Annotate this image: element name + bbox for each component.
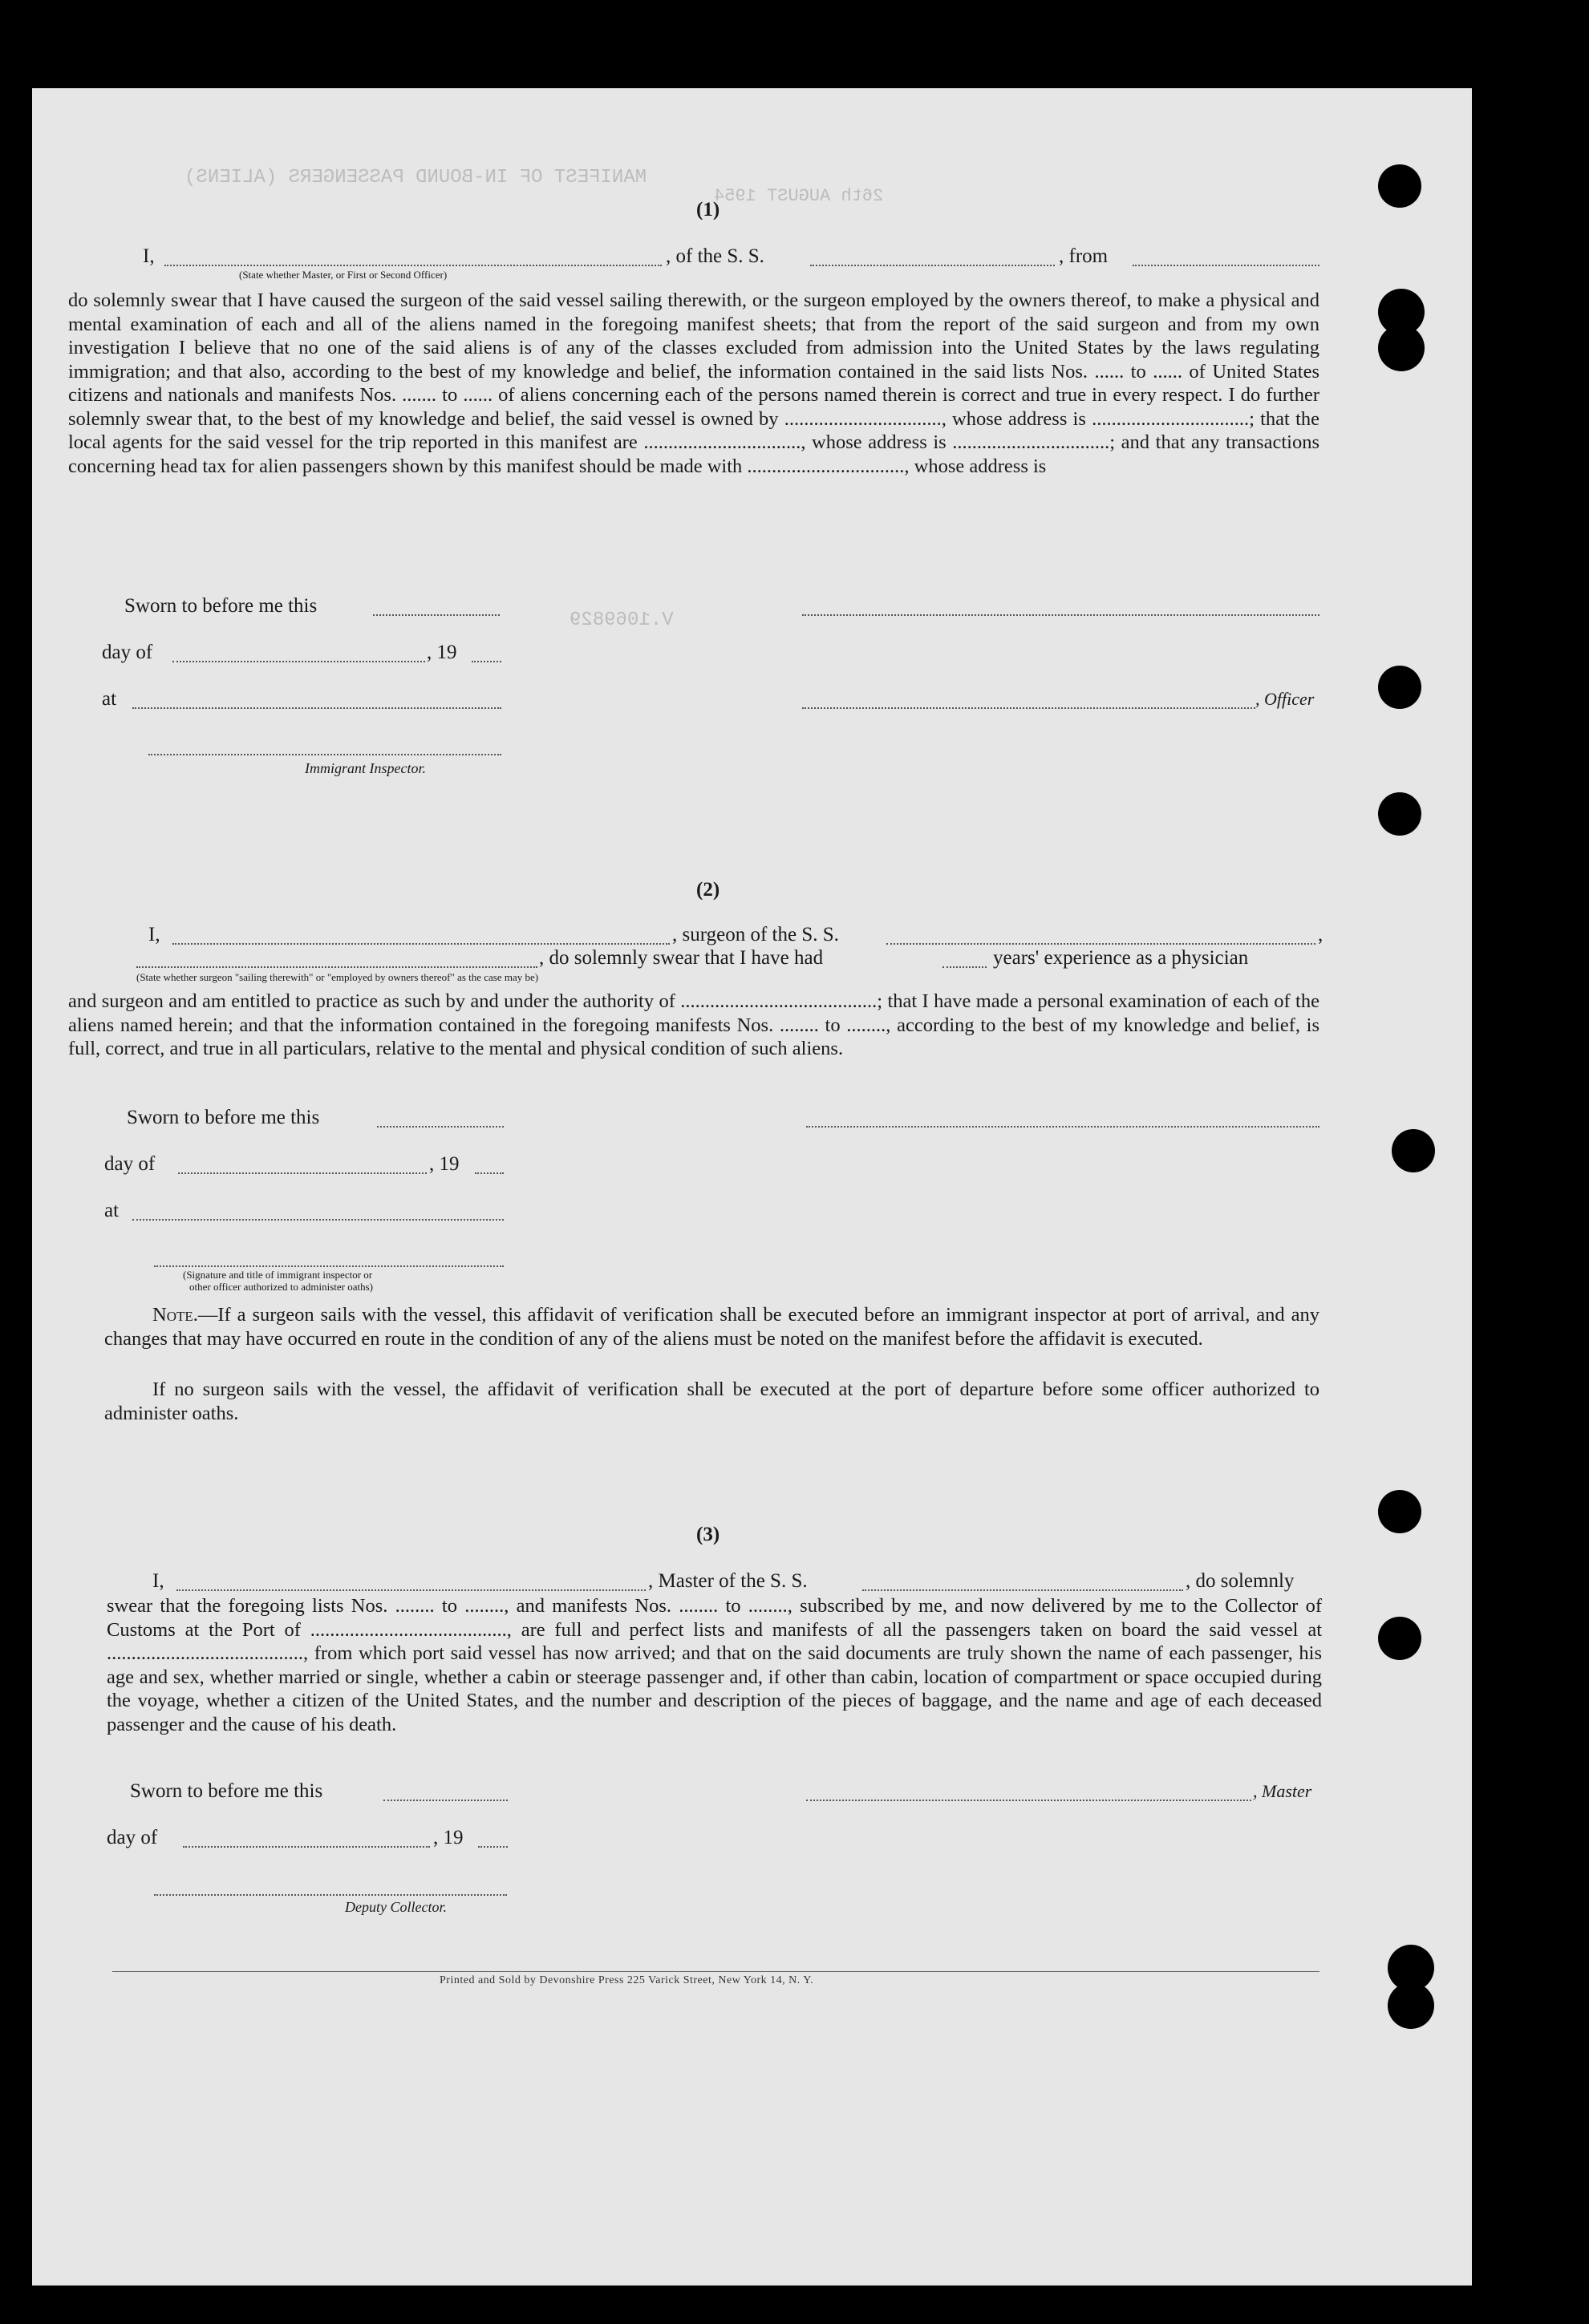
s2-signature-caption-2: other officer authorized to administer oaths) — [189, 1281, 373, 1293]
section-2-heading: (2) — [696, 879, 720, 901]
s2-sworn-line — [377, 1126, 504, 1128]
s3-sworn-line — [383, 1800, 508, 1801]
s2-note-text-2: If no surgeon sails with the vessel, the affidavit of verification shall be executed at the port of departure before some officer authorized to administer oaths. — [104, 1379, 1319, 1424]
s1-of-ss-label: , of the S. S. — [666, 245, 764, 267]
punch-hole — [1378, 325, 1425, 371]
s3-year-label: , 19 — [433, 1827, 464, 1848]
s2-oath-text: and surgeon and am entitled to practice as such by and under the authority of ........................................; that I have made a personal examination of each of the aliens named herein; and that the information contained in the foregoing manifests Nos. ........ to ........, according to the best of my knowledge and belief, is full, correct, and true in all particulars, relative to the mental and physical condition of such aliens. — [68, 990, 1319, 1059]
s2-status-line — [136, 966, 537, 968]
s2-note-text: —If a surgeon sails with the vessel, this affidavit of verification shall be executed before an immigrant inspector at port of arrival, and any changes that may have occurred en route in the condition of any of the aliens must be noted on the manifest before the affidavit is executed. — [104, 1304, 1319, 1350]
bleed-through-date: 26th AUGUST 1954 — [714, 186, 884, 206]
s2-day-of-label: day of — [104, 1153, 156, 1175]
s2-i-label: I, — [148, 924, 160, 945]
s3-day-of-label: day of — [107, 1827, 158, 1848]
s2-year-line — [475, 1172, 504, 1174]
s3-solemnly-label: , do solemnly — [1186, 1570, 1295, 1592]
s2-years-label: years' experience as a physician — [993, 947, 1249, 969]
s1-from-line — [1133, 265, 1319, 266]
s2-status-caption: (State whether surgeon "sailing therewith" or "employed by owners thereof" as the case may be) — [136, 971, 539, 983]
punch-hole — [1378, 666, 1421, 709]
s2-note-paragraph-2 — [104, 1378, 1319, 1425]
s3-collector-label: Deputy Collector. — [345, 1899, 447, 1915]
s3-i-label: I, — [152, 1570, 164, 1592]
s2-ship-name-line — [886, 943, 1315, 945]
s3-master-signature-line — [806, 1800, 1251, 1801]
s3-collector-line — [154, 1894, 507, 1896]
s1-at-line — [132, 707, 501, 709]
s2-surgeon-name-line — [172, 943, 670, 945]
s1-oath-text: do solemnly swear that I have caused the surgeon of the said vessel sailing therewith, or the surgeon employed by the owners thereof, to make a physical and mental examination of each and all of the aliens named in the foregoing manifest sheets; that from the report of the said surgeon and from my own investigation I believe that no one of the said aliens is of any of the classes excluded from admission into the United States by the laws regulating immigration; and that also, according to the best of my knowledge and belief, the information contained in the said lists Nos. ...... to ...... of United States citizens and nationals and manifests Nos. ....... to ...... of aliens concerning each of the persons named therein is correct and true in every respect. I do further solemnly swear that, to the best of my knowledge and belief, the said vessel is owned by ................................, whose address is ................................; that the local agents for the said vessel for the trip reported in this manifest are ................................, whose address is ................................; and that any transactions concerning head tax for alien passengers shown by this manifest should be made with ................................, whose address is — [68, 289, 1319, 477]
s3-year-line — [478, 1846, 508, 1848]
section-3-heading: (3) — [696, 1524, 720, 1545]
s1-sworn-line — [373, 614, 500, 616]
s2-at-label: at — [104, 1200, 120, 1221]
s3-day-line — [183, 1846, 430, 1848]
s1-ship-name-line — [810, 265, 1055, 266]
s3-master-of-label: , Master of the S. S. — [648, 1570, 808, 1592]
section-1-heading: (1) — [696, 199, 720, 221]
s2-day-line — [178, 1172, 427, 1174]
s1-day-of-label: day of — [102, 642, 153, 663]
s1-sworn-label: Sworn to before me this — [124, 595, 318, 617]
bleed-through-code: V.1069829 — [570, 609, 674, 631]
s2-note-paragraph — [104, 1303, 1319, 1350]
s3-sworn-label: Sworn to before me this — [130, 1780, 323, 1802]
punch-hole — [1378, 164, 1421, 208]
s1-inspector-label: Immigrant Inspector. — [305, 760, 426, 776]
s3-master-label: , Master — [1253, 1781, 1312, 1801]
s1-officer-caption: (State whether Master, or First or Second Officer) — [239, 269, 448, 281]
s1-from-label: , from — [1059, 245, 1109, 267]
printer-imprint: Printed and Sold by Devonshire Press 225 Varick Street, New York 14, N. Y. — [440, 1974, 814, 1986]
s1-officer-signature-line — [802, 614, 1319, 616]
s2-at-line — [132, 1219, 504, 1221]
s2-years-line — [942, 966, 987, 968]
s2-inspector-signature-line — [154, 1265, 504, 1267]
s2-comma: , — [1318, 924, 1323, 945]
s3-oath-text: swear that the foregoing lists Nos. ........ to ........, and manifests Nos. ........ to ........, subscribed by me, and now delivered by me to the Collector of Customs at the Port of ........................................, are full and perfect lists and manifests of all the passengers taken on board the said vessel at ........................................, from which port said vessel has now arrived; and that on the said documents are truly shown the name of each passenger, his age and sex, whether married or single, whether a cabin or steerage passenger and, if other than cabin, location of compartment or space occupied during the voyage, whether a citizen of the United States, and the number and description of the pieces of baggage, and the name and age of each deceased passenger and the cause of his death. — [107, 1595, 1322, 1735]
s2-surgeon-signature-line — [806, 1126, 1319, 1128]
s3-master-name-line — [176, 1589, 646, 1591]
punch-hole — [1378, 1490, 1421, 1533]
s1-officer-line-2 — [802, 707, 1255, 709]
s2-surgeon-of-label: , surgeon of the S. S. — [672, 924, 839, 945]
s1-i-label: I, — [143, 245, 155, 267]
punch-hole — [1392, 1129, 1435, 1172]
s1-officer-name-line — [164, 265, 662, 266]
s2-sworn-label: Sworn to before me this — [127, 1107, 320, 1128]
punch-hole — [1378, 792, 1421, 836]
punch-hole — [1388, 1982, 1434, 2029]
s2-note-label: Note. — [152, 1304, 198, 1326]
s1-at-label: at — [102, 688, 117, 710]
punch-hole — [1378, 1617, 1421, 1660]
s2-year-label: , 19 — [429, 1153, 460, 1175]
s2-swear-label: , do solemnly swear that I have had — [539, 947, 824, 969]
s2-signature-caption-1: (Signature and title of immigrant inspector or — [183, 1269, 373, 1281]
s1-day-line — [172, 661, 425, 662]
footer-rule — [112, 1971, 1319, 1972]
bleed-through-header: MANIFEST OF IN-BOUND PASSENGERS (ALIENS) — [184, 167, 647, 188]
s1-year-line — [472, 661, 501, 662]
s1-officer-label: , Officer — [1255, 689, 1315, 709]
s3-ship-name-line — [862, 1589, 1183, 1591]
s1-inspector-line — [148, 754, 501, 755]
s1-year-label: , 19 — [427, 642, 457, 663]
